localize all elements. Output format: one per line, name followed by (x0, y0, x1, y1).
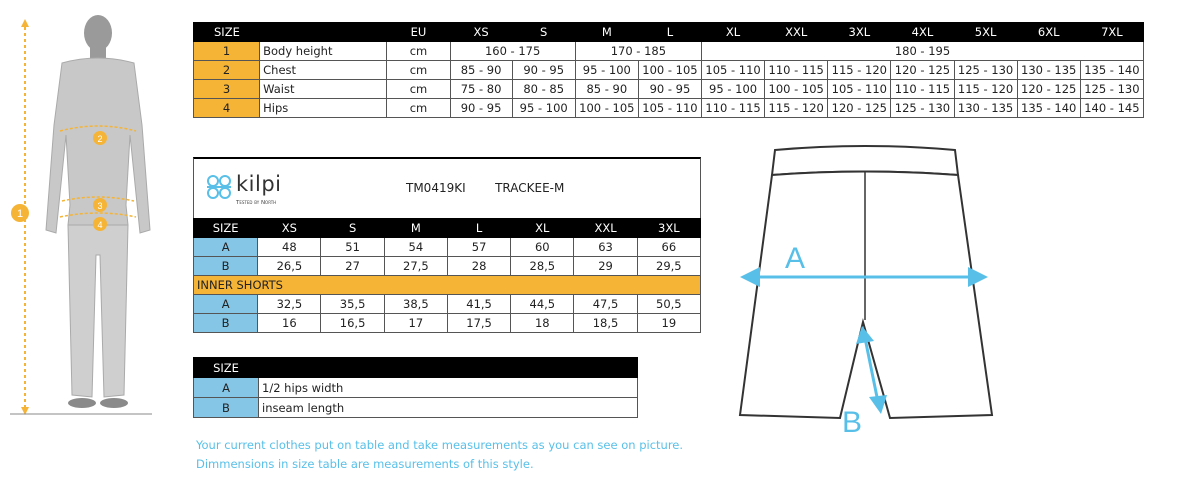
table-cell: 135 - 140 (1080, 61, 1143, 80)
table-cell: 63 (574, 238, 637, 257)
legend-header-blank (259, 358, 638, 378)
header-xs: XS (450, 23, 512, 42)
row-name: Waist (260, 80, 387, 99)
product-size-table (193, 218, 701, 333)
table-cell: 125 - 130 (891, 99, 954, 118)
table-cell: 17 (384, 314, 447, 333)
marker-2-label: 2 (97, 134, 103, 144)
row-unit: cm (387, 42, 450, 61)
table-cell: 105 - 110 (702, 61, 765, 80)
table-cell: 18 (511, 314, 574, 333)
table-cell: 100 - 105 (575, 99, 638, 118)
header-s: S (512, 23, 575, 42)
table-cell: 85 - 90 (575, 80, 638, 99)
table-cell: 95 - 100 (512, 99, 575, 118)
table-cell: 110 - 115 (765, 61, 828, 80)
size-row-waist (194, 80, 1144, 99)
header-xl: XL (702, 23, 765, 42)
table-cell: 120 - 125 (828, 99, 891, 118)
table-cell: 110 - 115 (702, 99, 765, 118)
table-cell: 125 - 130 (954, 61, 1017, 80)
row-name: Hips (260, 99, 387, 118)
size-row-body-height (194, 42, 1144, 61)
row-label: A (194, 378, 259, 398)
marker-3-label: 3 (97, 201, 103, 211)
table-cell: 35,5 (321, 295, 384, 314)
note-line-2: Dimmensions in size table are measurements of this style. (196, 457, 534, 471)
note-line-1: Your current clothes put on table and take measurements as you can see on picture. (196, 438, 684, 452)
table-cell: 16,5 (321, 314, 384, 333)
header-6xl: 6XL (1017, 23, 1080, 42)
inner-shorts-section-row (194, 276, 701, 295)
table-cell: 54 (384, 238, 447, 257)
table-cell: 170 - 185 (575, 42, 701, 61)
header-eu: EU (387, 23, 450, 42)
product-header-row (194, 219, 701, 238)
row-number: 4 (194, 99, 260, 118)
table-cell: 95 - 100 (575, 61, 638, 80)
row-number: 3 (194, 80, 260, 99)
table-cell: 85 - 90 (450, 61, 512, 80)
row-label: B (194, 314, 258, 333)
table-cell: 140 - 145 (1080, 99, 1143, 118)
legend-desc: 1/2 hips width (259, 378, 638, 398)
table-cell: 95 - 100 (702, 80, 765, 99)
table-cell: 60 (511, 238, 574, 257)
row-number: 1 (194, 42, 260, 61)
row-number: 2 (194, 61, 260, 80)
table-cell: 80 - 85 (512, 80, 575, 99)
table-cell: 90 - 95 (450, 99, 512, 118)
header-m: M (575, 23, 638, 42)
table-cell: 44,5 (511, 295, 574, 314)
size-row-hips (194, 99, 1144, 118)
header-xxl: XXL (574, 219, 637, 238)
table-cell: 160 - 175 (450, 42, 575, 61)
table-cell: 75 - 80 (450, 80, 512, 99)
legend-desc: inseam length (259, 398, 638, 418)
header-xl: XL (511, 219, 574, 238)
table-cell: 115 - 120 (828, 61, 891, 80)
size-row-chest (194, 61, 1144, 80)
legend-table (193, 357, 638, 418)
header-m: M (384, 219, 447, 238)
table-cell: 29,5 (637, 257, 700, 276)
row-name: Body height (260, 42, 387, 61)
section-title: INNER SHORTS (194, 276, 701, 295)
table-cell: 27 (321, 257, 384, 276)
header-5xl: 5XL (954, 23, 1017, 42)
table-cell: 130 - 135 (1017, 61, 1080, 80)
table-cell: 100 - 105 (765, 80, 828, 99)
size-chart-table (193, 22, 1144, 118)
marker-4-label: 4 (97, 220, 103, 230)
table-cell: 125 - 130 (1080, 80, 1143, 99)
kilpi-knot-icon (204, 172, 234, 202)
marker-1-label: 1 (16, 208, 24, 220)
shorts-diagram (730, 140, 1000, 440)
product-row-b (194, 257, 701, 276)
product-row-a (194, 238, 701, 257)
table-cell: 50,5 (637, 295, 700, 314)
row-label: A (194, 238, 258, 257)
legend-header: SIZE (194, 358, 259, 378)
table-cell: 57 (447, 238, 510, 257)
table-cell: 120 - 125 (1017, 80, 1080, 99)
header-xxl: XXL (765, 23, 828, 42)
table-cell: 19 (637, 314, 700, 333)
table-cell: 29 (574, 257, 637, 276)
brand-tagline: Tested by North (236, 200, 277, 206)
table-cell: 17,5 (447, 314, 510, 333)
row-label: B (194, 257, 258, 276)
table-cell: 105 - 110 (828, 80, 891, 99)
size-chart-header-row (194, 23, 1144, 42)
header-size: SIZE (194, 219, 258, 238)
table-cell: 66 (637, 238, 700, 257)
table-cell: 180 - 195 (702, 42, 1144, 61)
table-cell: 28,5 (511, 257, 574, 276)
table-cell: 18,5 (574, 314, 637, 333)
legend-row-a (194, 378, 638, 398)
header-4xl: 4XL (891, 23, 954, 42)
shorts-label-a: A (785, 242, 806, 275)
legend-row-b (194, 398, 638, 418)
row-unit: cm (387, 80, 450, 99)
inner-row-b (194, 314, 701, 333)
table-cell: 28 (447, 257, 510, 276)
header-3xl: 3XL (828, 23, 891, 42)
body-measurement-figure (0, 5, 175, 425)
table-cell: 41,5 (447, 295, 510, 314)
table-cell: 32,5 (258, 295, 321, 314)
table-cell: 26,5 (258, 257, 321, 276)
header-3xl: 3XL (637, 219, 700, 238)
product-title: TM0419KI TRACKEE-M (406, 181, 565, 195)
header-l: L (638, 23, 701, 42)
table-cell: 105 - 110 (638, 99, 701, 118)
inner-row-a (194, 295, 701, 314)
table-cell: 135 - 140 (1017, 99, 1080, 118)
header-7xl: 7XL (1080, 23, 1143, 42)
row-label: A (194, 295, 258, 314)
row-label: B (194, 398, 259, 418)
brand-logo: kilpi (236, 172, 282, 196)
shorts-label-b: B (842, 406, 863, 439)
brand-header (193, 157, 701, 219)
table-cell: 100 - 105 (638, 61, 701, 80)
table-cell: 16 (258, 314, 321, 333)
table-cell: 110 - 115 (891, 80, 954, 99)
table-cell: 115 - 120 (765, 99, 828, 118)
header-xs: XS (258, 219, 321, 238)
legend-header-row (194, 358, 638, 378)
header-s: S (321, 219, 384, 238)
table-cell: 38,5 (384, 295, 447, 314)
table-cell: 120 - 125 (891, 61, 954, 80)
table-cell: 130 - 135 (954, 99, 1017, 118)
header-l: L (447, 219, 510, 238)
table-cell: 47,5 (574, 295, 637, 314)
row-unit: cm (387, 61, 450, 80)
table-cell: 48 (258, 238, 321, 257)
table-cell: 90 - 95 (512, 61, 575, 80)
table-cell: 51 (321, 238, 384, 257)
table-cell: 115 - 120 (954, 80, 1017, 99)
row-name: Chest (260, 61, 387, 80)
table-cell: 27,5 (384, 257, 447, 276)
table-cell: 90 - 95 (638, 80, 701, 99)
row-unit: cm (387, 99, 450, 118)
header-size: SIZE (194, 23, 387, 42)
